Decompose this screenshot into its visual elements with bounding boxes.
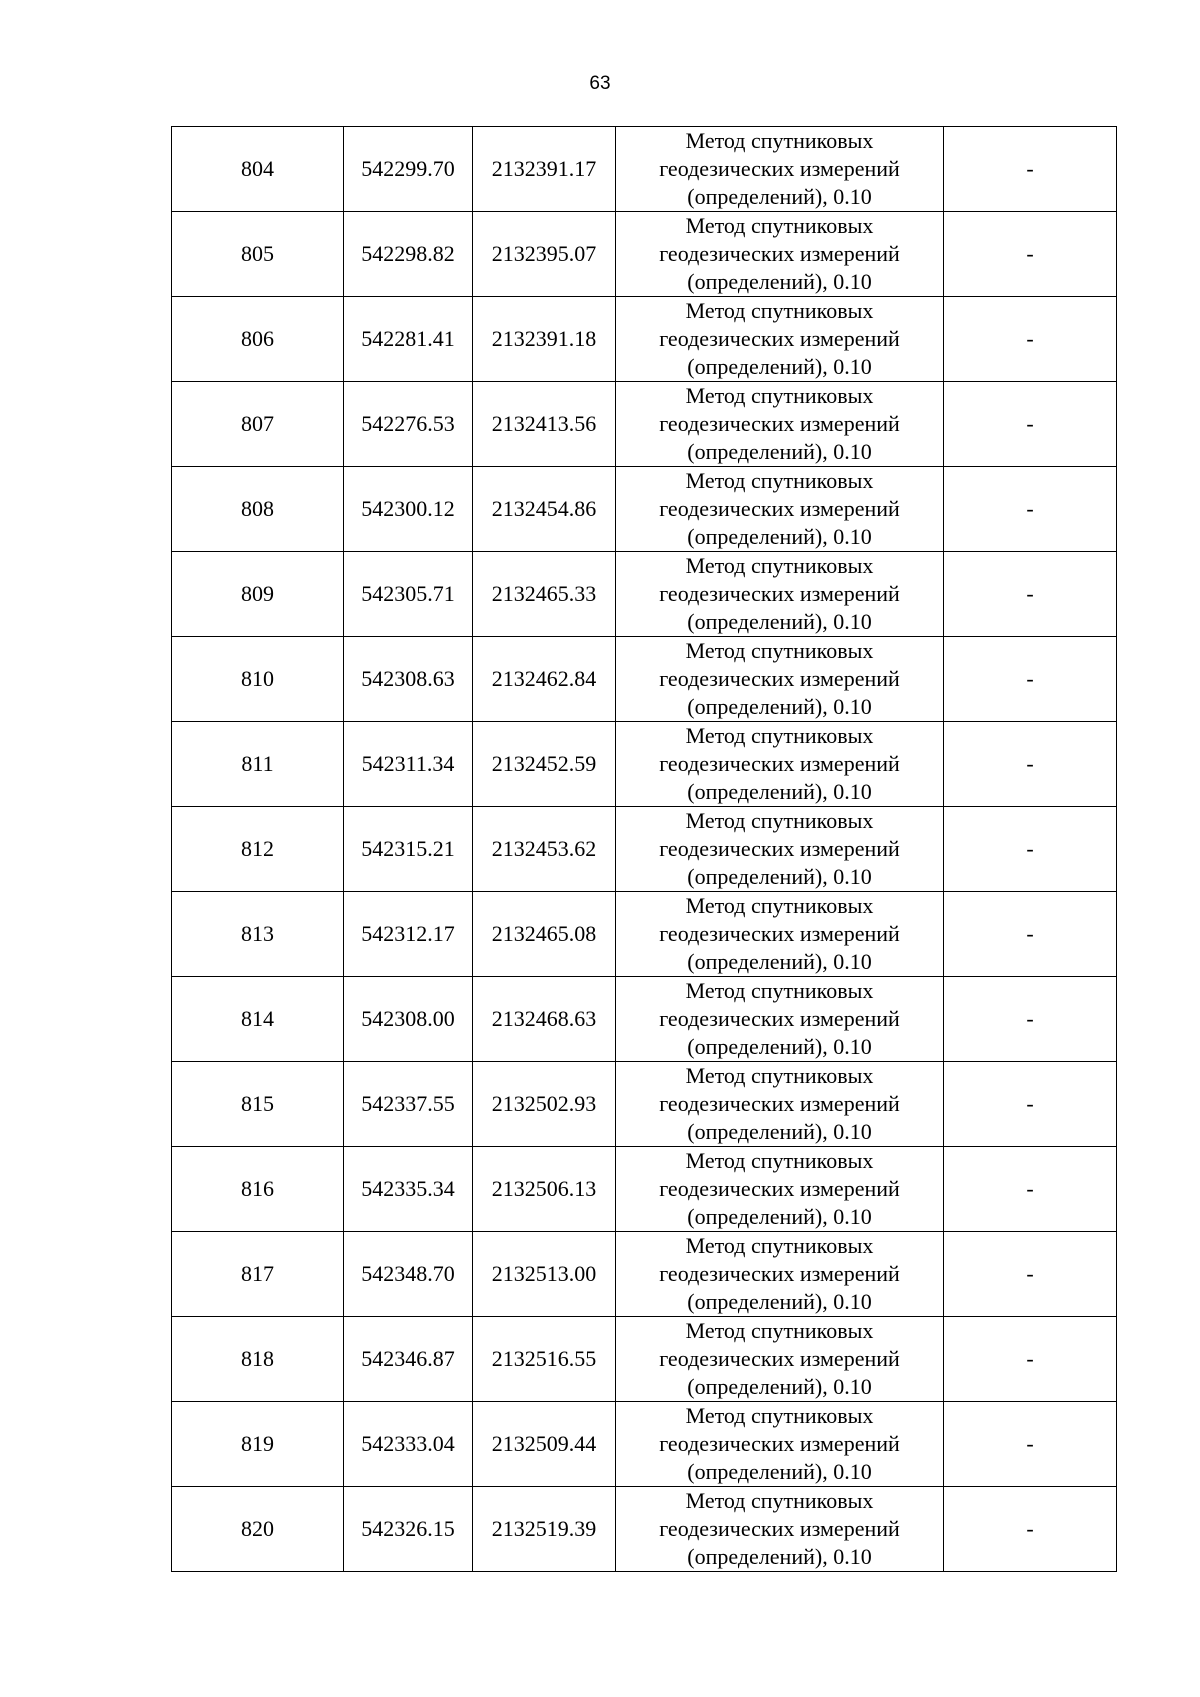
y-coordinate-cell: 2132391.17	[473, 127, 616, 212]
y-coordinate-cell: 2132465.33	[473, 552, 616, 637]
method-cell	[616, 467, 944, 552]
method-cell	[616, 552, 944, 637]
method-cell	[616, 1402, 944, 1487]
y-coordinate-cell: 2132516.55	[473, 1317, 616, 1402]
extra-cell: -	[944, 1317, 1117, 1402]
table-row	[172, 212, 1117, 297]
extra-cell: -	[944, 127, 1117, 212]
method-text: Метод спутниковых геодезических измерений (определений), 0.10	[659, 1318, 900, 1399]
point-number-cell: 816	[172, 1147, 344, 1232]
x-coordinate-cell: 542276.53	[344, 382, 473, 467]
y-coordinate-cell: 2132462.84	[473, 637, 616, 722]
extra-cell: -	[944, 212, 1117, 297]
coordinates-table	[171, 126, 1117, 1572]
x-coordinate-cell: 542305.71	[344, 552, 473, 637]
y-coordinate-cell: 2132468.63	[473, 977, 616, 1062]
y-coordinate-cell: 2132519.39	[473, 1487, 616, 1572]
table-row	[172, 382, 1117, 467]
x-coordinate-cell: 542315.21	[344, 807, 473, 892]
y-coordinate-cell: 2132391.18	[473, 297, 616, 382]
method-text: Метод спутниковых геодезических измерений (определений), 0.10	[659, 468, 900, 549]
y-coordinate-cell: 2132506.13	[473, 1147, 616, 1232]
table-row	[172, 977, 1117, 1062]
table-row	[172, 722, 1117, 807]
y-coordinate-cell: 2132465.08	[473, 892, 616, 977]
extra-cell: -	[944, 382, 1117, 467]
method-text: Метод спутниковых геодезических измерений (определений), 0.10	[659, 383, 900, 464]
extra-cell: -	[944, 297, 1117, 382]
table-row	[172, 1232, 1117, 1317]
x-coordinate-cell: 542326.15	[344, 1487, 473, 1572]
point-number-cell: 808	[172, 467, 344, 552]
extra-cell: -	[944, 637, 1117, 722]
extra-cell: -	[944, 1402, 1117, 1487]
point-number-cell: 812	[172, 807, 344, 892]
method-cell	[616, 127, 944, 212]
point-number-cell: 814	[172, 977, 344, 1062]
x-coordinate-cell: 542299.70	[344, 127, 473, 212]
method-text: Метод спутниковых геодезических измерений (определений), 0.10	[659, 1063, 900, 1144]
extra-cell: -	[944, 1232, 1117, 1317]
x-coordinate-cell: 542311.34	[344, 722, 473, 807]
point-number-cell: 813	[172, 892, 344, 977]
y-coordinate-cell: 2132453.62	[473, 807, 616, 892]
table-row	[172, 1062, 1117, 1147]
y-coordinate-cell: 2132452.59	[473, 722, 616, 807]
y-coordinate-cell: 2132513.00	[473, 1232, 616, 1317]
table-row	[172, 807, 1117, 892]
y-coordinate-cell: 2132509.44	[473, 1402, 616, 1487]
table-row	[172, 637, 1117, 722]
method-cell	[616, 807, 944, 892]
method-cell	[616, 297, 944, 382]
method-cell	[616, 977, 944, 1062]
x-coordinate-cell: 542308.63	[344, 637, 473, 722]
extra-cell: -	[944, 1147, 1117, 1232]
x-coordinate-cell: 542346.87	[344, 1317, 473, 1402]
table-row	[172, 467, 1117, 552]
method-text: Метод спутниковых геодезических измерений (определений), 0.10	[659, 1488, 900, 1569]
x-coordinate-cell: 542348.70	[344, 1232, 473, 1317]
table-row	[172, 297, 1117, 382]
y-coordinate-cell: 2132413.56	[473, 382, 616, 467]
page-number: 63	[589, 73, 611, 94]
method-text: Метод спутниковых геодезических измерений (определений), 0.10	[659, 298, 900, 379]
point-number-cell: 804	[172, 127, 344, 212]
x-coordinate-cell: 542298.82	[344, 212, 473, 297]
extra-cell: -	[944, 552, 1117, 637]
point-number-cell: 810	[172, 637, 344, 722]
extra-cell: -	[944, 977, 1117, 1062]
x-coordinate-cell: 542337.55	[344, 1062, 473, 1147]
point-number-cell: 809	[172, 552, 344, 637]
method-text: Метод спутниковых геодезических измерений (определений), 0.10	[659, 213, 900, 294]
method-cell	[616, 637, 944, 722]
x-coordinate-cell: 542333.04	[344, 1402, 473, 1487]
y-coordinate-cell: 2132454.86	[473, 467, 616, 552]
method-cell	[616, 1487, 944, 1572]
table-row	[172, 892, 1117, 977]
table-row	[172, 552, 1117, 637]
extra-cell: -	[944, 722, 1117, 807]
method-cell	[616, 892, 944, 977]
extra-cell: -	[944, 1062, 1117, 1147]
x-coordinate-cell: 542300.12	[344, 467, 473, 552]
method-text: Метод спутниковых геодезических измерений (определений), 0.10	[659, 128, 900, 209]
method-text: Метод спутниковых геодезических измерений (определений), 0.10	[659, 723, 900, 804]
extra-cell: -	[944, 807, 1117, 892]
x-coordinate-cell: 542312.17	[344, 892, 473, 977]
table-row	[172, 1402, 1117, 1487]
table-row	[172, 1317, 1117, 1402]
method-text: Метод спутниковых геодезических измерений (определений), 0.10	[659, 1403, 900, 1484]
point-number-cell: 819	[172, 1402, 344, 1487]
x-coordinate-cell: 542281.41	[344, 297, 473, 382]
method-text: Метод спутниковых геодезических измерений (определений), 0.10	[659, 808, 900, 889]
extra-cell: -	[944, 467, 1117, 552]
method-text: Метод спутниковых геодезических измерений (определений), 0.10	[659, 553, 900, 634]
point-number-cell: 818	[172, 1317, 344, 1402]
method-text: Метод спутниковых геодезических измерений (определений), 0.10	[659, 1233, 900, 1314]
point-number-cell: 806	[172, 297, 344, 382]
method-text: Метод спутниковых геодезических измерений (определений), 0.10	[659, 1148, 900, 1229]
method-text: Метод спутниковых геодезических измерений (определений), 0.10	[659, 893, 900, 974]
x-coordinate-cell: 542308.00	[344, 977, 473, 1062]
point-number-cell: 820	[172, 1487, 344, 1572]
method-text: Метод спутниковых геодезических измерений (определений), 0.10	[659, 638, 900, 719]
method-cell	[616, 1317, 944, 1402]
point-number-cell: 807	[172, 382, 344, 467]
method-cell	[616, 212, 944, 297]
x-coordinate-cell: 542335.34	[344, 1147, 473, 1232]
method-cell	[616, 1062, 944, 1147]
table-row	[172, 127, 1117, 212]
point-number-cell: 811	[172, 722, 344, 807]
method-text: Метод спутниковых геодезических измерений (определений), 0.10	[659, 978, 900, 1059]
y-coordinate-cell: 2132502.93	[473, 1062, 616, 1147]
y-coordinate-cell: 2132395.07	[473, 212, 616, 297]
method-cell	[616, 1147, 944, 1232]
method-cell	[616, 1232, 944, 1317]
table-row	[172, 1487, 1117, 1572]
point-number-cell: 817	[172, 1232, 344, 1317]
point-number-cell: 815	[172, 1062, 344, 1147]
method-cell	[616, 382, 944, 467]
point-number-cell: 805	[172, 212, 344, 297]
method-cell	[616, 722, 944, 807]
extra-cell: -	[944, 892, 1117, 977]
extra-cell: -	[944, 1487, 1117, 1572]
table-row	[172, 1147, 1117, 1232]
